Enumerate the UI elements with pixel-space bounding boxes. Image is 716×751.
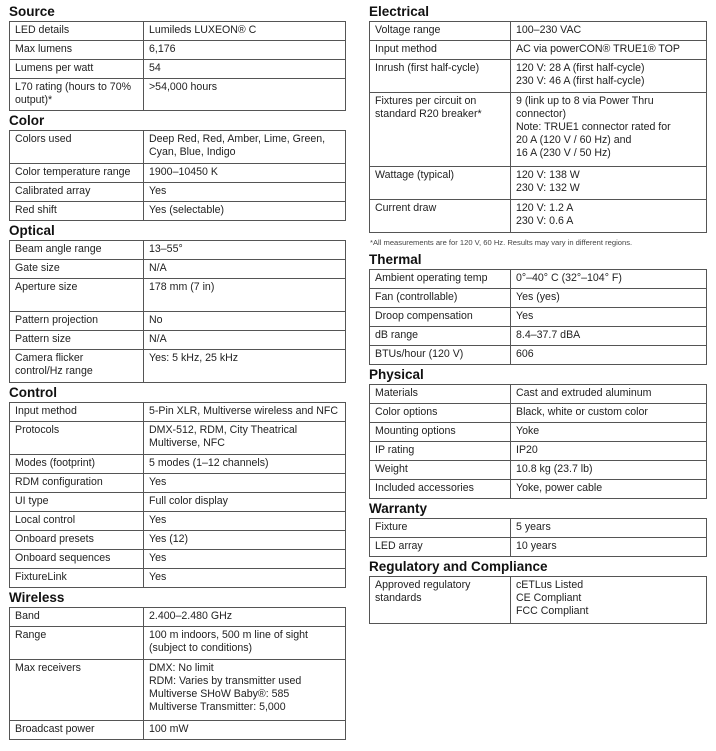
spec-value: Yes [144,569,346,588]
spec-value: IP20 [511,442,707,461]
section-color [9,112,346,221]
spec-row [370,519,707,538]
spec-label: UI type [10,493,144,512]
spec-value: 6,176 [144,41,346,60]
spec-label: Droop compensation [370,308,511,327]
section-title: Physical [369,367,424,382]
spec-value: 178 mm (7 in) [144,279,346,312]
spec-label: Lumens per watt [10,60,144,79]
spec-row [370,577,707,624]
spec-row [370,270,707,289]
spec-value: N/A [144,260,346,279]
section-title: Control [9,385,57,400]
spec-row [370,93,707,167]
spec-value: Yes (selectable) [144,202,346,221]
spec-value: 13–55° [144,241,346,260]
spec-label: Onboard sequences [10,550,144,569]
section-optical [9,222,346,383]
spec-label: Mounting options [370,423,511,442]
spec-label: LED details [10,22,144,41]
spec-row [10,721,346,740]
spec-table [9,130,346,221]
spec-label: Red shift [10,202,144,221]
spec-table [9,607,346,740]
spec-label: Inrush (first half-cycle) [370,60,511,93]
spec-row [370,346,707,365]
spec-label: Materials [370,385,511,404]
spec-label: IP rating [370,442,511,461]
spec-value: 8.4–37.7 dBA [511,327,707,346]
spec-row [10,131,346,164]
spec-label: Color options [370,404,511,423]
spec-value: Deep Red, Red, Amber, Lime, Green, Cyan, Blue, Indigo [144,131,346,164]
section-physical [369,366,707,499]
spec-row [10,312,346,331]
section-thermal [369,251,707,365]
spec-label: Calibrated array [10,183,144,202]
spec-label: Beam angle range [10,241,144,260]
section-warranty [369,500,707,557]
spec-value: 606 [511,346,707,365]
spec-label: Fan (controllable) [370,289,511,308]
spec-value: 120 V: 1.2 A 230 V: 0.6 A [511,200,707,233]
spec-row [10,422,346,455]
spec-value: 120 V: 28 A (first half-cycle) 230 V: 46 A (first half-cycle) [511,60,707,93]
spec-label: Modes (footprint) [10,455,144,474]
spec-value: 100–230 VAC [511,22,707,41]
spec-row [370,60,707,93]
spec-row [10,350,346,383]
spec-value: Yes (yes) [511,289,707,308]
spec-row [10,493,346,512]
spec-label: Ambient operating temp [370,270,511,289]
spec-row [370,327,707,346]
spec-row [370,538,707,557]
spec-row [370,289,707,308]
spec-label: Voltage range [370,22,511,41]
spec-label: dB range [370,327,511,346]
spec-label: Range [10,627,144,660]
spec-value: Yes: 5 kHz, 25 kHz [144,350,346,383]
spec-row [10,474,346,493]
section-regulatory-and-compliance [369,558,707,624]
spec-row [10,183,346,202]
spec-table [9,21,346,111]
section-title: Electrical [369,4,430,19]
spec-value: 1900–10450 K [144,164,346,183]
spec-label: Approved regulatory standards [370,577,511,624]
spec-row [10,331,346,350]
spec-row [10,531,346,550]
spec-value: DMX: No limit RDM: Varies by transmitter used Multiverse SHoW Baby®: 585 Multiverse Transmitter: 5,000 [144,660,346,721]
spec-label: Current draw [370,200,511,233]
spec-row [10,660,346,721]
spec-value: 100 m indoors, 500 m line of sight (subject to conditions) [144,627,346,660]
section-title: Source [9,4,55,19]
spec-label: Max receivers [10,660,144,721]
spec-value: 5-Pin XLR, Multiverse wireless and NFC [144,403,346,422]
spec-row [370,404,707,423]
spec-row [10,512,346,531]
spec-value: Yoke [511,423,707,442]
spec-value: 9 (link up to 8 via Power Thru connector) Note: TRUE1 connector rated for 20 A (120 V / 60 Hz) and 16 A (230 V / 50 Hz) [511,93,707,167]
left-column [9,3,346,741]
spec-label: Aperture size [10,279,144,312]
spec-value: DMX-512, RDM, City Theatrical Multiverse, NFC [144,422,346,455]
spec-value: Black, white or custom color [511,404,707,423]
spec-label: Pattern size [10,331,144,350]
spec-row [10,79,346,111]
section-title: Color [9,113,45,128]
spec-label: Max lumens [10,41,144,60]
spec-table [9,240,346,383]
spec-value: 54 [144,60,346,79]
spec-value: No [144,312,346,331]
spec-table [369,518,707,557]
spec-label: Input method [370,41,511,60]
spec-label: Onboard presets [10,531,144,550]
spec-table [9,402,346,588]
spec-row [10,569,346,588]
section-electrical [369,3,707,248]
spec-label: FixtureLink [10,569,144,588]
spec-label: Wattage (typical) [370,167,511,200]
spec-table [369,21,707,233]
spec-value: Full color display [144,493,346,512]
spec-table [369,576,707,624]
spec-label: RDM configuration [10,474,144,493]
spec-value: 10.8 kg (23.7 lb) [511,461,707,480]
spec-row [10,627,346,660]
spec-row [370,385,707,404]
spec-value: Yes [144,474,346,493]
spec-row [10,202,346,221]
spec-label: Local control [10,512,144,531]
spec-value: 120 V: 138 W 230 V: 132 W [511,167,707,200]
section-source [9,3,346,111]
section-control [9,384,346,588]
spec-row [370,22,707,41]
spec-label: Gate size [10,260,144,279]
spec-label: Fixture [370,519,511,538]
spec-value: AC via powerCON® TRUE1® TOP [511,41,707,60]
spec-value: Cast and extruded aluminum [511,385,707,404]
section-title: Regulatory and Compliance [369,559,548,574]
spec-row [370,167,707,200]
spec-label: Fixtures per circuit on standard R20 breaker* [370,93,511,167]
spec-value: 10 years [511,538,707,557]
section-title: Optical [9,223,55,238]
spec-row [10,608,346,627]
section-title: Wireless [9,590,65,605]
spec-label: Protocols [10,422,144,455]
spec-value: cETLus Listed CE Compliant FCC Compliant [511,577,707,624]
spec-value: Yes [144,550,346,569]
spec-value: 2.400–2.480 GHz [144,608,346,627]
spec-row [10,403,346,422]
spec-row [10,22,346,41]
spec-value: 5 modes (1–12 channels) [144,455,346,474]
spec-label: Band [10,608,144,627]
spec-row [10,260,346,279]
footnote: *All measurements are for 120 V, 60 Hz. Results may vary in different regions. [370,238,633,247]
spec-table [369,269,707,365]
spec-label: Weight [370,461,511,480]
section-title: Thermal [369,252,422,267]
spec-row [370,41,707,60]
spec-row [370,442,707,461]
spec-label: L70 rating (hours to 70% output)* [10,79,144,111]
spec-label: Color temperature range [10,164,144,183]
spec-row [370,480,707,499]
right-column [369,3,707,625]
spec-value: Yes [144,512,346,531]
spec-label: Input method [10,403,144,422]
spec-label: Camera flicker control/Hz range [10,350,144,383]
spec-row [10,241,346,260]
spec-value: N/A [144,331,346,350]
spec-value: >54,000 hours [144,79,346,111]
spec-label: Colors used [10,131,144,164]
spec-value: Yes (12) [144,531,346,550]
spec-value: 0°–40° C (32°–104° F) [511,270,707,289]
spec-value: Yes [144,183,346,202]
spec-value: Yes [511,308,707,327]
spec-value: 100 mW [144,721,346,740]
spec-row [10,60,346,79]
spec-table [369,384,707,499]
spec-row [10,550,346,569]
section-title: Warranty [369,501,428,516]
spec-row [10,455,346,474]
spec-label: Included accessories [370,480,511,499]
spec-row [370,200,707,233]
spec-label: BTUs/hour (120 V) [370,346,511,365]
spec-row [370,461,707,480]
spec-label: LED array [370,538,511,557]
spec-value: Yoke, power cable [511,480,707,499]
spec-row [370,308,707,327]
spec-label: Pattern projection [10,312,144,331]
spec-row [10,164,346,183]
spec-value: Lumileds LUXEON® C [144,22,346,41]
spec-row [10,279,346,312]
section-wireless [9,589,346,740]
spec-value: 5 years [511,519,707,538]
spec-row [10,41,346,60]
spec-label: Broadcast power [10,721,144,740]
spec-row [370,423,707,442]
